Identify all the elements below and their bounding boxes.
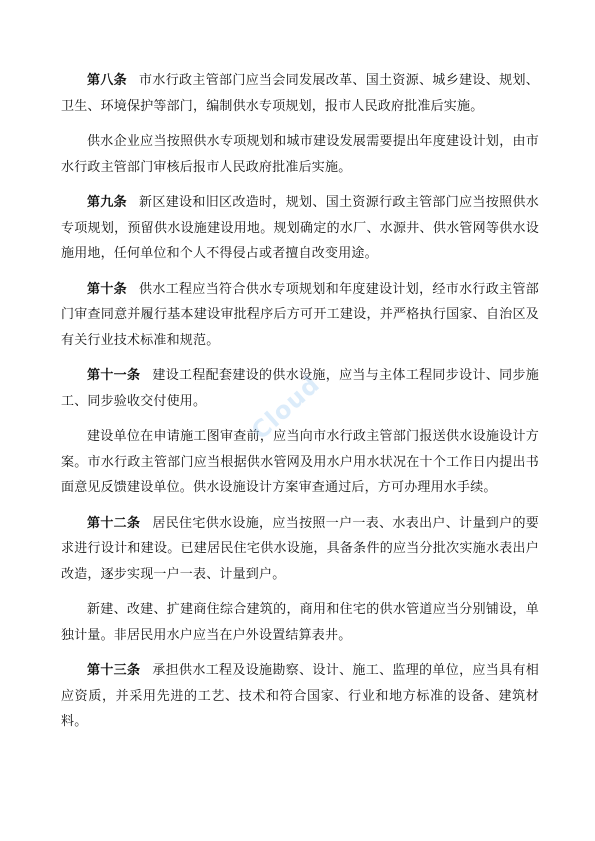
article-heading: 第十条	[87, 281, 128, 297]
paragraph-text: 建设工程配套建设的供水设施，应当与主体工程同步设计、同步施工、同步验收交付使用。	[61, 368, 539, 409]
document-body	[61, 68, 539, 745]
paragraph-article-12-clause-2	[61, 597, 539, 648]
article-heading: 第十二条	[87, 515, 141, 531]
paragraph-article-11-clause-2	[61, 424, 539, 501]
article-heading: 第十三条	[87, 663, 141, 678]
watermark-text: Cloud	[246, 369, 326, 446]
paragraph-text: 市水行政主管部门应当会同发展改革、国土资源、城乡建设、规划、卫生、环境保护等部门，编制供水专项规划，报市人民政府批准后实施。	[61, 73, 539, 114]
paragraph-text: 供水工程应当符合供水专项规划和年度建设计划，经市水行政主管部门审查同意并履行基本建设审批程序后方可开工建设，并严格执行国家、自治区及有关行业技术标准和规范。	[61, 281, 539, 348]
paragraph-text: 承担供水工程及设施勘察、设计、施工、监理的单位，应当具有相应资质，并采用先进的工艺、技术和符合国家、行业和地方标准的设备、建筑材料。	[61, 663, 539, 729]
article-heading: 第十一条	[87, 368, 141, 383]
paragraph-text: 建设单位在申请施工图审查前，应当向市水行政主管部门报送供水设施设计方案。市水行政主管部门应当根据供水管网及用水户用水状况在十个工作日内提出书面意见反馈建设单位。供水设施设计方案审查通过后，方可办理用水手续。	[61, 429, 539, 495]
paragraph-article-11	[61, 363, 539, 414]
paragraph-text: 新建、改建、扩建商住综合建筑的，商用和住宅的供水管道应当分别铺设，单独计量。非居民用水户应当在户外设置结算表井。	[61, 602, 539, 643]
paragraph-article-8-clause-2	[61, 129, 539, 180]
paragraph-article-12	[61, 511, 539, 588]
paragraph-article-8	[61, 68, 539, 119]
paragraph-article-13	[61, 658, 539, 735]
paragraph-text: 居民住宅供水设施，应当按照一户一表、水表出户、计量到户的要求进行设计和建设。已建居民住宅供水设施，具备条件的应当分批次实施水表出户改造，逐步实现一户一表、计量到户。	[61, 515, 539, 582]
paragraph-article-9	[61, 190, 539, 267]
paragraph-article-10	[61, 277, 539, 354]
paragraph-text: 新区建设和旧区改造时，规划、国土资源行政主管部门应当按照供水专项规划，预留供水设施建设用地。规划确定的水厂、水源井、供水管网等供水设施用地，任何单位和个人不得侵占或者擅自改变用途。	[61, 195, 539, 261]
article-heading: 第九条	[87, 195, 128, 210]
paragraph-text: 供水企业应当按照供水专项规划和城市建设发展需要提出年度建设计划，由市水行政主管部门审核后报市人民政府批准后实施。	[61, 134, 539, 175]
article-heading: 第八条	[87, 73, 128, 88]
